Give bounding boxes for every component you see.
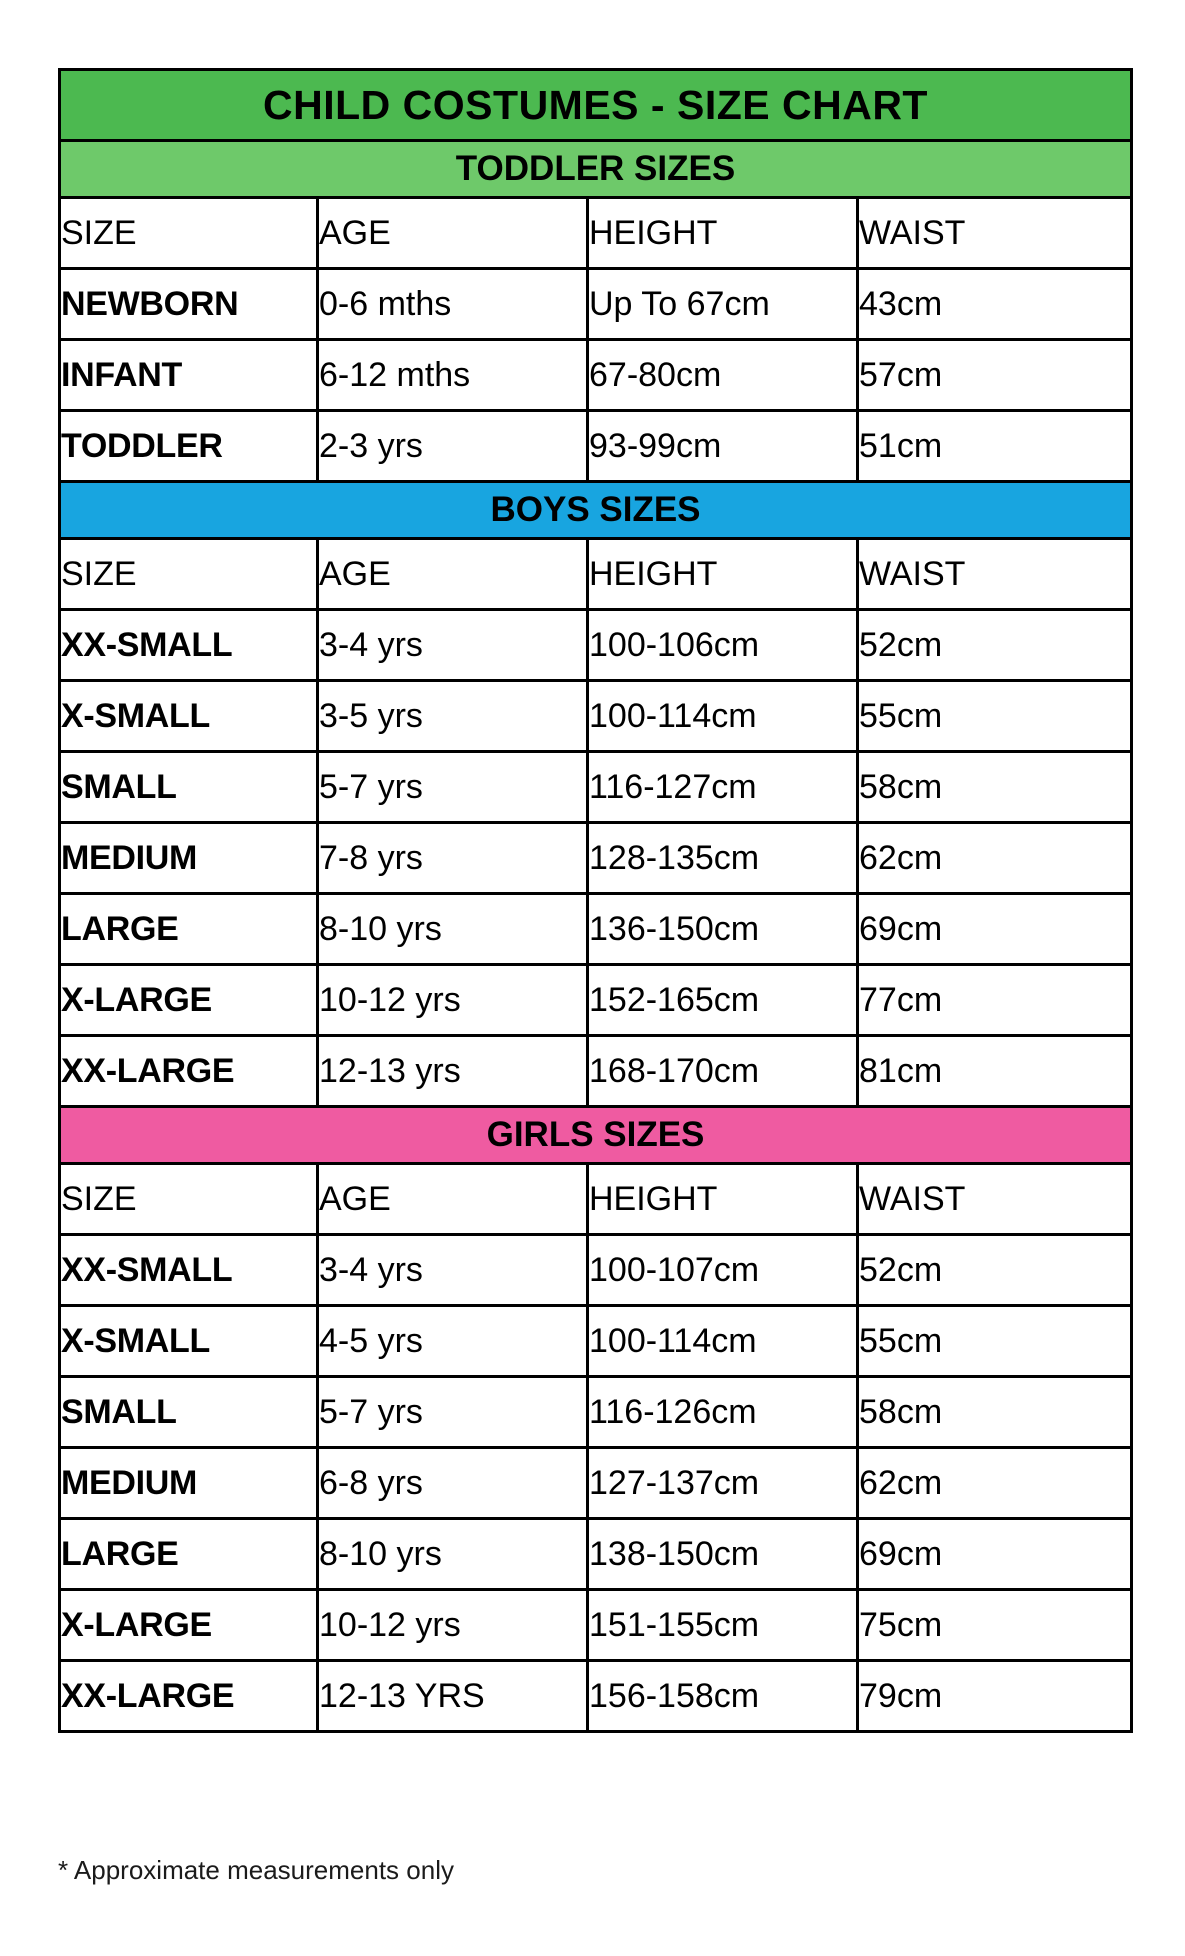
table-row (60, 1235, 1132, 1306)
cell-height: 138-150cm (588, 1519, 858, 1590)
table-row (60, 1590, 1132, 1661)
cell-size: X-LARGE (60, 965, 318, 1036)
page-title: CHILD COSTUMES - SIZE CHART (60, 70, 1132, 141)
cell-waist: 81cm (858, 1036, 1132, 1107)
cell-height: 151-155cm (588, 1590, 858, 1661)
cell-waist: 43cm (858, 269, 1132, 340)
column-header-size: SIZE (60, 1164, 318, 1235)
table-header-row-boys (60, 539, 1132, 610)
cell-height: 128-135cm (588, 823, 858, 894)
cell-waist: 55cm (858, 1306, 1132, 1377)
column-header-waist: WAIST (858, 1164, 1132, 1235)
cell-size: X-LARGE (60, 1590, 318, 1661)
table-row (60, 1519, 1132, 1590)
section-band-toddler (60, 141, 1132, 198)
cell-size: MEDIUM (60, 1448, 318, 1519)
table-row (60, 681, 1132, 752)
cell-height: 100-114cm (588, 681, 858, 752)
table-row (60, 269, 1132, 340)
cell-size: NEWBORN (60, 269, 318, 340)
section-band-label: TODDLER SIZES (60, 141, 1132, 198)
cell-age: 6-8 yrs (318, 1448, 588, 1519)
cell-waist: 57cm (858, 340, 1132, 411)
cell-size: LARGE (60, 1519, 318, 1590)
cell-height: 136-150cm (588, 894, 858, 965)
table-row (60, 1448, 1132, 1519)
table-row (60, 894, 1132, 965)
cell-waist: 79cm (858, 1661, 1132, 1732)
cell-age: 4-5 yrs (318, 1306, 588, 1377)
cell-age: 8-10 yrs (318, 1519, 588, 1590)
cell-age: 10-12 yrs (318, 1590, 588, 1661)
cell-waist: 52cm (858, 610, 1132, 681)
table-row (60, 1661, 1132, 1732)
cell-size: INFANT (60, 340, 318, 411)
cell-waist: 55cm (858, 681, 1132, 752)
column-header-height: HEIGHT (588, 198, 858, 269)
column-header-age: AGE (318, 198, 588, 269)
cell-size: SMALL (60, 752, 318, 823)
cell-waist: 51cm (858, 411, 1132, 482)
cell-height: 116-126cm (588, 1377, 858, 1448)
column-header-waist: WAIST (858, 198, 1132, 269)
column-header-height: HEIGHT (588, 539, 858, 610)
cell-height: 67-80cm (588, 340, 858, 411)
size-chart-table (58, 68, 1133, 1733)
cell-age: 10-12 yrs (318, 965, 588, 1036)
cell-waist: 52cm (858, 1235, 1132, 1306)
table-row (60, 965, 1132, 1036)
cell-size: X-SMALL (60, 1306, 318, 1377)
cell-age: 8-10 yrs (318, 894, 588, 965)
table-row (60, 610, 1132, 681)
cell-age: 7-8 yrs (318, 823, 588, 894)
cell-size: X-SMALL (60, 681, 318, 752)
cell-waist: 77cm (858, 965, 1132, 1036)
table-row (60, 1377, 1132, 1448)
cell-height: 156-158cm (588, 1661, 858, 1732)
column-header-size: SIZE (60, 198, 318, 269)
column-header-age: AGE (318, 1164, 588, 1235)
chart-title-row (60, 70, 1132, 141)
cell-age: 2-3 yrs (318, 411, 588, 482)
cell-height: 100-114cm (588, 1306, 858, 1377)
cell-height: Up To 67cm (588, 269, 858, 340)
cell-age: 3-5 yrs (318, 681, 588, 752)
cell-height: 168-170cm (588, 1036, 858, 1107)
column-header-height: HEIGHT (588, 1164, 858, 1235)
cell-height: 93-99cm (588, 411, 858, 482)
footnote: * Approximate measurements only (58, 1855, 454, 1885)
cell-size: MEDIUM (60, 823, 318, 894)
cell-height: 100-106cm (588, 610, 858, 681)
cell-height: 100-107cm (588, 1235, 858, 1306)
table-header-row-toddler (60, 198, 1132, 269)
cell-waist: 75cm (858, 1590, 1132, 1661)
cell-age: 0-6 mths (318, 269, 588, 340)
cell-size: XX-LARGE (60, 1036, 318, 1107)
size-chart-container (58, 68, 1130, 1733)
cell-age: 5-7 yrs (318, 752, 588, 823)
cell-size: LARGE (60, 894, 318, 965)
cell-age: 3-4 yrs (318, 610, 588, 681)
cell-size: SMALL (60, 1377, 318, 1448)
cell-age: 3-4 yrs (318, 1235, 588, 1306)
table-row (60, 340, 1132, 411)
table-row (60, 823, 1132, 894)
cell-size: XX-LARGE (60, 1661, 318, 1732)
cell-height: 127-137cm (588, 1448, 858, 1519)
table-header-row-girls (60, 1164, 1132, 1235)
table-row (60, 752, 1132, 823)
cell-waist: 62cm (858, 1448, 1132, 1519)
cell-waist: 58cm (858, 752, 1132, 823)
column-header-age: AGE (318, 539, 588, 610)
section-band-label: BOYS SIZES (60, 482, 1132, 539)
cell-size: TODDLER (60, 411, 318, 482)
column-header-size: SIZE (60, 539, 318, 610)
cell-height: 116-127cm (588, 752, 858, 823)
cell-waist: 58cm (858, 1377, 1132, 1448)
cell-age: 12-13 YRS (318, 1661, 588, 1732)
cell-height: 152-165cm (588, 965, 858, 1036)
table-row (60, 1036, 1132, 1107)
cell-age: 12-13 yrs (318, 1036, 588, 1107)
column-header-waist: WAIST (858, 539, 1132, 610)
cell-age: 6-12 mths (318, 340, 588, 411)
cell-size: XX-SMALL (60, 1235, 318, 1306)
cell-waist: 62cm (858, 823, 1132, 894)
cell-size: XX-SMALL (60, 610, 318, 681)
cell-waist: 69cm (858, 894, 1132, 965)
section-band-boys (60, 482, 1132, 539)
table-row (60, 1306, 1132, 1377)
section-band-label: GIRLS SIZES (60, 1107, 1132, 1164)
cell-age: 5-7 yrs (318, 1377, 588, 1448)
section-band-girls (60, 1107, 1132, 1164)
table-row (60, 411, 1132, 482)
cell-waist: 69cm (858, 1519, 1132, 1590)
